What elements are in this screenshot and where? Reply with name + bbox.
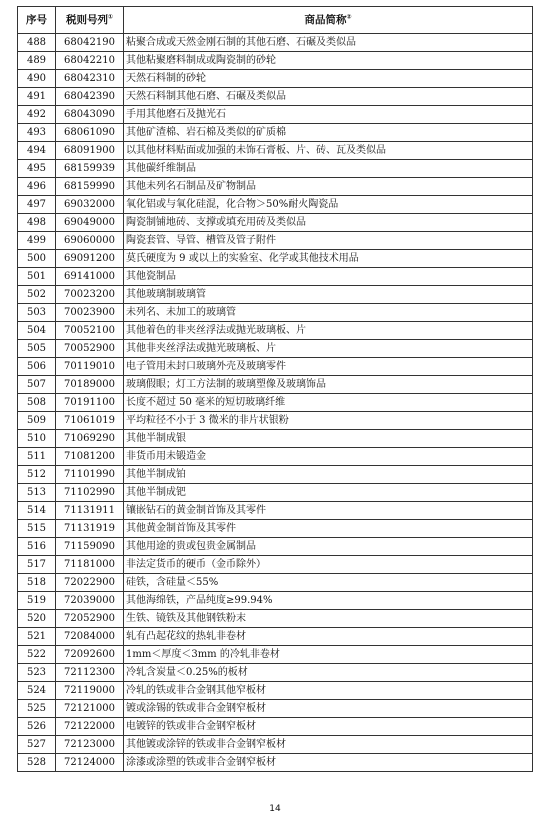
table-row — [18, 52, 533, 70]
table-row — [18, 484, 533, 502]
seq-cell: 518 — [18, 574, 56, 592]
column-header-code: 税则号列① — [56, 7, 124, 34]
seq-cell: 503 — [18, 304, 56, 322]
tariff-code-cell: 68042210 — [56, 52, 124, 70]
tariff-code-cell: 72121000 — [56, 700, 124, 718]
seq-cell: 526 — [18, 718, 56, 736]
seq-cell: 520 — [18, 610, 56, 628]
column-header-name: 商品简称② — [124, 7, 533, 34]
tariff-code-cell: 72119000 — [56, 682, 124, 700]
product-name-cell: 长度不超过 50 毫米的短切玻璃纤维 — [124, 394, 533, 412]
tariff-code-cell: 71131919 — [56, 520, 124, 538]
seq-cell: 521 — [18, 628, 56, 646]
tariff-code-cell: 70119010 — [56, 358, 124, 376]
product-name-cell: 其他粘聚磨料制成或陶瓷制的砂轮 — [124, 52, 533, 70]
seq-cell: 502 — [18, 286, 56, 304]
product-name-cell: 冷轧的铁或非合金钢其他窄板材 — [124, 682, 533, 700]
table-row — [18, 304, 533, 322]
product-name-cell: 以其他材料贴面或加强的未饰石膏板、片、砖、瓦及类似品 — [124, 142, 533, 160]
product-name-cell: 天然石料制的砂轮 — [124, 70, 533, 88]
seq-cell: 506 — [18, 358, 56, 376]
product-name-cell: 莫氏硬度为 9 或以上的实验室、化学或其他技术用品 — [124, 250, 533, 268]
table-row — [18, 430, 533, 448]
table-row — [18, 376, 533, 394]
product-name-cell: 非货币用未锻造金 — [124, 448, 533, 466]
product-name-cell: 其他碳纤维制品 — [124, 160, 533, 178]
seq-cell: 494 — [18, 142, 56, 160]
table-row — [18, 88, 533, 106]
tariff-code-cell: 71101990 — [56, 466, 124, 484]
seq-cell: 495 — [18, 160, 56, 178]
product-name-cell: 玻璃假眼；灯工方法制的玻璃塑像及玻璃饰品 — [124, 376, 533, 394]
table-row — [18, 574, 533, 592]
seq-cell: 511 — [18, 448, 56, 466]
table-row — [18, 646, 533, 664]
table-row — [18, 124, 533, 142]
product-name-cell: 陶瓷制铺地砖、支撑或填充用砖及类似品 — [124, 214, 533, 232]
table-row — [18, 178, 533, 196]
product-name-cell: 其他矿渣棉、岩石棉及类似的矿质棉 — [124, 124, 533, 142]
table-row — [18, 358, 533, 376]
tariff-code-cell: 69060000 — [56, 232, 124, 250]
table-row — [18, 628, 533, 646]
tariff-code-cell: 72022900 — [56, 574, 124, 592]
product-name-cell: 其他海绵铁，产品纯度≥99.94% — [124, 592, 533, 610]
product-name-cell: 其他黄金制首饰及其零件 — [124, 520, 533, 538]
product-name-cell: 其他半制成铂 — [124, 466, 533, 484]
page-number: 14 — [269, 804, 281, 814]
seq-cell: 501 — [18, 268, 56, 286]
seq-cell: 498 — [18, 214, 56, 232]
seq-cell: 509 — [18, 412, 56, 430]
footnote-mark-name: ② — [346, 13, 352, 20]
tariff-code-cell: 71159090 — [56, 538, 124, 556]
product-name-cell: 镶嵌钻石的黄金制首饰及其零件 — [124, 502, 533, 520]
product-name-cell: 其他半制成钯 — [124, 484, 533, 502]
product-name-cell: 平均粒径不小于 3 微米的非片状银粉 — [124, 412, 533, 430]
table-row — [18, 160, 533, 178]
table-row — [18, 718, 533, 736]
tariff-code-cell: 68042390 — [56, 88, 124, 106]
seq-cell: 499 — [18, 232, 56, 250]
seq-cell: 504 — [18, 322, 56, 340]
seq-cell: 500 — [18, 250, 56, 268]
product-name-cell: 其他用途的贵或包贵金属制品 — [124, 538, 533, 556]
tariff-code-cell: 68159990 — [56, 178, 124, 196]
table-row — [18, 682, 533, 700]
product-name-cell: 生铁、镜铁及其他钢铁粉末 — [124, 610, 533, 628]
table-row — [18, 610, 533, 628]
tariff-code-cell: 70023200 — [56, 286, 124, 304]
tariff-code-cell: 68043090 — [56, 106, 124, 124]
seq-cell: 517 — [18, 556, 56, 574]
seq-cell: 507 — [18, 376, 56, 394]
product-name-cell: 其他镀或涂锌的铁或非合金钢窄板材 — [124, 736, 533, 754]
tariff-code-cell: 71069290 — [56, 430, 124, 448]
table-row — [18, 70, 533, 88]
seq-cell: 496 — [18, 178, 56, 196]
seq-cell: 489 — [18, 52, 56, 70]
seq-cell: 493 — [18, 124, 56, 142]
table-row — [18, 538, 533, 556]
tariff-code-cell: 71181000 — [56, 556, 124, 574]
seq-cell: 528 — [18, 754, 56, 772]
product-name-cell: 1mm＜厚度＜3mm 的冷轧非卷材 — [124, 646, 533, 664]
product-name-cell: 涂漆或涂塑的铁或非合金钢窄板材 — [124, 754, 533, 772]
seq-cell: 491 — [18, 88, 56, 106]
product-name-cell: 天然石料制其他石磨、石碾及类似品 — [124, 88, 533, 106]
product-name-cell: 硅铁，含硅量＜55% — [124, 574, 533, 592]
tariff-code-cell: 70191100 — [56, 394, 124, 412]
product-name-cell: 镀或涂锡的铁或非合金钢窄板材 — [124, 700, 533, 718]
tariff-code-cell: 70052100 — [56, 322, 124, 340]
table-row — [18, 106, 533, 124]
seq-cell: 516 — [18, 538, 56, 556]
product-name-cell: 电镀锌的铁或非合金钢窄板材 — [124, 718, 533, 736]
table-row — [18, 502, 533, 520]
tariff-table — [17, 6, 533, 772]
table-row — [18, 754, 533, 772]
tariff-code-cell: 71081200 — [56, 448, 124, 466]
table-row — [18, 214, 533, 232]
table-row — [18, 340, 533, 358]
product-name-cell: 其他着色的非夹丝浮法或抛光玻璃板、片 — [124, 322, 533, 340]
column-header-seq: 序号 — [18, 7, 56, 34]
table-row — [18, 556, 533, 574]
tariff-code-cell: 71102990 — [56, 484, 124, 502]
tariff-code-cell: 69141000 — [56, 268, 124, 286]
seq-cell: 512 — [18, 466, 56, 484]
seq-cell: 527 — [18, 736, 56, 754]
tariff-code-cell: 72039000 — [56, 592, 124, 610]
seq-cell: 513 — [18, 484, 56, 502]
table-body — [18, 34, 533, 772]
tariff-code-cell: 70052900 — [56, 340, 124, 358]
tariff-code-cell: 68091900 — [56, 142, 124, 160]
seq-cell: 514 — [18, 502, 56, 520]
tariff-code-cell: 72052900 — [56, 610, 124, 628]
product-name-cell: 冷轧含炭量＜0.25%的板材 — [124, 664, 533, 682]
tariff-code-cell: 72124000 — [56, 754, 124, 772]
table-row — [18, 520, 533, 538]
tariff-code-cell: 71061019 — [56, 412, 124, 430]
seq-cell: 508 — [18, 394, 56, 412]
tariff-code-cell: 70189000 — [56, 376, 124, 394]
table-row — [18, 412, 533, 430]
product-name-cell: 其他瓷制品 — [124, 268, 533, 286]
table-row — [18, 592, 533, 610]
table-row — [18, 232, 533, 250]
product-name-cell: 非法定货币的硬币（金币除外） — [124, 556, 533, 574]
product-name-cell: 其他玻璃制玻璃管 — [124, 286, 533, 304]
tariff-code-cell: 69049000 — [56, 214, 124, 232]
seq-cell: 510 — [18, 430, 56, 448]
product-name-cell: 其他未列名石制品及矿物制品 — [124, 178, 533, 196]
tariff-code-cell: 72084000 — [56, 628, 124, 646]
table-row — [18, 466, 533, 484]
tariff-code-cell: 69091200 — [56, 250, 124, 268]
seq-cell: 524 — [18, 682, 56, 700]
seq-cell: 525 — [18, 700, 56, 718]
table-row — [18, 268, 533, 286]
table-header-row — [18, 7, 533, 34]
product-name-cell: 氧化铝或与氧化硅混，化合物＞50%耐火陶瓷品 — [124, 196, 533, 214]
seq-cell: 497 — [18, 196, 56, 214]
product-name-cell: 其他非夹丝浮法或抛光玻璃板、片 — [124, 340, 533, 358]
seq-cell: 515 — [18, 520, 56, 538]
table-row — [18, 250, 533, 268]
product-name-cell: 电子管用未封口玻璃外壳及玻璃零件 — [124, 358, 533, 376]
seq-cell: 490 — [18, 70, 56, 88]
table-row — [18, 322, 533, 340]
seq-cell: 488 — [18, 34, 56, 52]
tariff-code-cell: 68061090 — [56, 124, 124, 142]
table-row — [18, 700, 533, 718]
tariff-code-cell: 72112300 — [56, 664, 124, 682]
tariff-code-cell: 68159939 — [56, 160, 124, 178]
product-name-cell: 陶瓷套管、导管、槽管及管子附件 — [124, 232, 533, 250]
tariff-code-cell: 71131911 — [56, 502, 124, 520]
table-row — [18, 448, 533, 466]
table-row — [18, 736, 533, 754]
product-name-cell: 手用其他磨石及抛光石 — [124, 106, 533, 124]
tariff-code-cell: 72092600 — [56, 646, 124, 664]
table-row — [18, 142, 533, 160]
table-row — [18, 286, 533, 304]
product-name-cell: 未列名、未加工的玻璃管 — [124, 304, 533, 322]
tariff-code-cell: 68042310 — [56, 70, 124, 88]
table-row — [18, 664, 533, 682]
seq-cell: 505 — [18, 340, 56, 358]
table-row — [18, 196, 533, 214]
seq-cell: 522 — [18, 646, 56, 664]
seq-cell: 492 — [18, 106, 56, 124]
seq-cell: 519 — [18, 592, 56, 610]
seq-cell: 523 — [18, 664, 56, 682]
tariff-code-cell: 69032000 — [56, 196, 124, 214]
product-name-cell: 轧有凸起花纹的热轧非卷材 — [124, 628, 533, 646]
product-name-cell: 其他半制成银 — [124, 430, 533, 448]
product-name-cell: 粘聚合成或天然金刚石制的其他石磨、石碾及类似品 — [124, 34, 533, 52]
table-row — [18, 34, 533, 52]
tariff-code-cell: 70023900 — [56, 304, 124, 322]
tariff-code-cell: 72122000 — [56, 718, 124, 736]
tariff-code-cell: 72123000 — [56, 736, 124, 754]
footnote-mark-code: ① — [107, 13, 114, 20]
tariff-code-cell: 68042190 — [56, 34, 124, 52]
table-row — [18, 394, 533, 412]
